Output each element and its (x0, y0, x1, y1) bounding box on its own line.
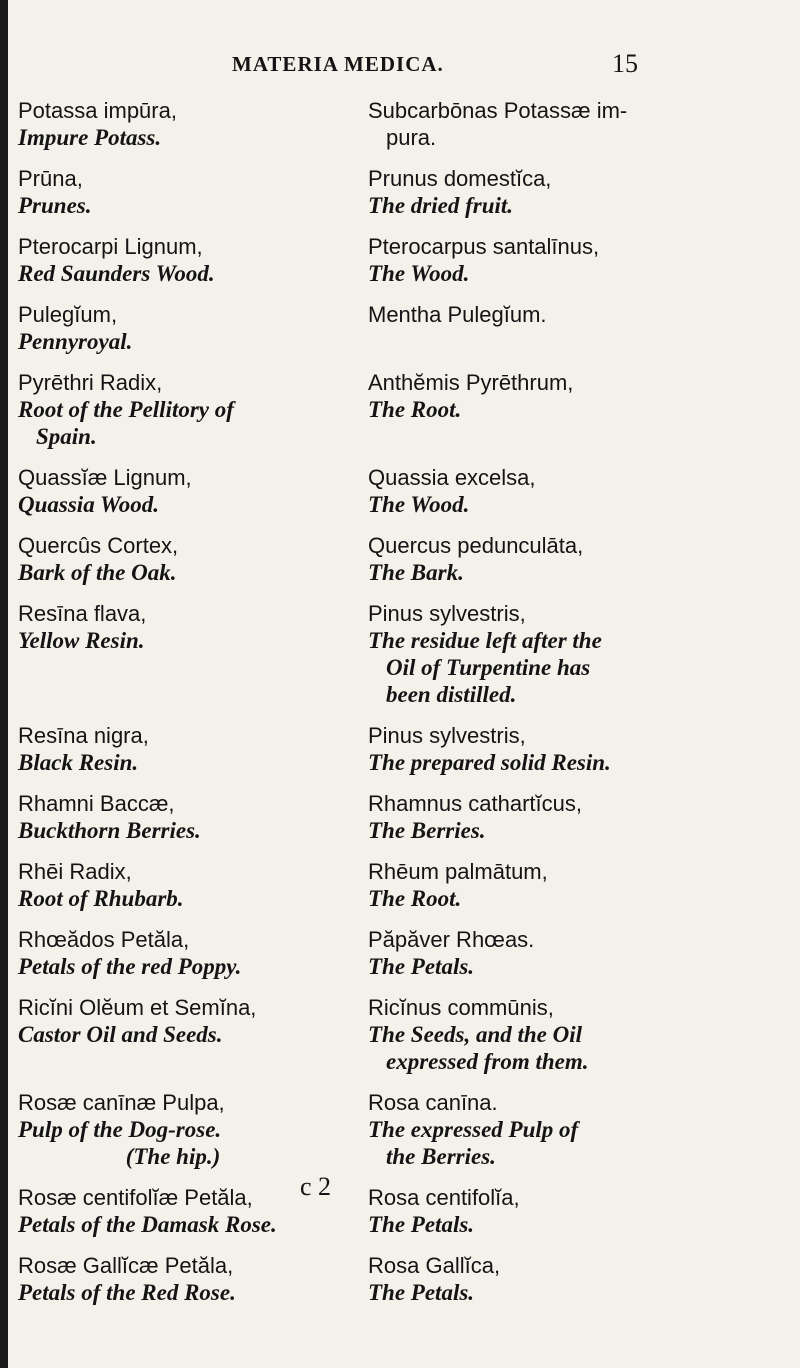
botanical-source-cell (368, 926, 788, 980)
signature-mark: c 2 (300, 1172, 332, 1201)
officinal-name-cell (18, 1252, 368, 1306)
english-name: The Petals. (368, 1212, 475, 1237)
officinal-name-cell (18, 790, 368, 844)
latin-name: Quercûs Cortex, (18, 533, 179, 558)
latin-name: Rhamni Baccæ, (18, 791, 175, 816)
latin-name: Resīna flava, (18, 601, 147, 626)
english-name: Pennyroyal. (18, 329, 133, 354)
botanical-source-cell (368, 301, 788, 355)
english-name: Prunes. (18, 193, 92, 218)
english-name: Root of Rhubarb. (18, 886, 184, 911)
latin-name: Rhēum palmātum, (368, 859, 548, 884)
latin-name: Ricĭni Olĕum et Semĭna, (18, 995, 257, 1020)
english-name: The prepared solid Resin. (368, 750, 611, 775)
latin-name: Rosa Gallĭca, (368, 1253, 501, 1278)
english-name: The Wood. (368, 261, 470, 286)
latin-name: Pinus sylvestris, (368, 723, 526, 748)
botanical-source-cell (368, 1089, 788, 1170)
officinal-name-cell (18, 301, 368, 355)
english-name: The dried fruit. (368, 193, 514, 218)
running-head-title: MATERIA MEDICA. (232, 52, 444, 76)
latin-name: Quassia excelsa, (368, 465, 536, 490)
entry-row (18, 97, 788, 151)
entry-row (18, 858, 788, 912)
officinal-name-cell (18, 233, 368, 287)
botanical-source-cell (368, 994, 788, 1075)
english-name: the Berries. (386, 1144, 496, 1169)
english-name: Petals of the red Poppy. (18, 954, 242, 979)
latin-name: Mentha Pulegĭum. (368, 302, 547, 327)
latin-name: Pinus sylvestris, (368, 601, 526, 626)
latin-name: Rosæ centifolĭæ Petăla, (18, 1185, 253, 1210)
latin-name: Anthĕmis Pyrēthrum, (368, 370, 574, 395)
english-name: Spain. (36, 424, 97, 449)
latin-name: Prūna, (18, 166, 83, 191)
materia-medica-table (18, 97, 788, 1320)
english-name: Root of the Pellitory of (18, 397, 234, 422)
latin-name: Pterocarpus santalīnus, (368, 234, 600, 259)
entry-row (18, 464, 788, 518)
entry-row (18, 1184, 788, 1238)
latin-name: Pulegĭum, (18, 302, 118, 327)
english-name: The Bark. (368, 560, 464, 585)
latin-name: Rhēi Radix, (18, 859, 132, 884)
latin-name: pura. (386, 125, 437, 150)
entry-row (18, 600, 788, 708)
officinal-name-cell (18, 926, 368, 980)
officinal-name-cell (18, 464, 368, 518)
latin-name: Quassĭæ Lignum, (18, 465, 192, 490)
english-name: Buckthorn Berries. (18, 818, 201, 843)
latin-name: Subcarbōnas Potassæ im- (368, 98, 628, 123)
latin-name: Resīna nigra, (18, 723, 149, 748)
officinal-name-cell (18, 532, 368, 586)
botanical-source-cell (368, 532, 788, 586)
botanical-source-cell (368, 790, 788, 844)
english-name: The residue left after the (368, 628, 602, 653)
latin-name: Pyrēthri Radix, (18, 370, 163, 395)
entry-row (18, 369, 788, 450)
english-name: The Seeds, and the Oil (368, 1022, 583, 1047)
english-name: The expressed Pulp of (368, 1117, 579, 1142)
latin-name: Quercus pedunculāta, (368, 533, 584, 558)
latin-name: Rhamnus cathartĭcus, (368, 791, 582, 816)
officinal-name-cell (18, 97, 368, 151)
latin-name: Rosæ Gallĭcæ Petăla, (18, 1253, 234, 1278)
english-name: Bark of the Oak. (18, 560, 177, 585)
latin-name: Potassa impūra, (18, 98, 177, 123)
botanical-source-cell (368, 1184, 788, 1238)
english-name: expressed from them. (386, 1049, 589, 1074)
officinal-name-cell (18, 722, 368, 776)
entry-row (18, 790, 788, 844)
entry-row (18, 233, 788, 287)
botanical-source-cell (368, 722, 788, 776)
english-name: Castor Oil and Seeds. (18, 1022, 223, 1047)
english-name: The Root. (368, 886, 462, 911)
english-name: Quassia Wood. (18, 492, 160, 517)
entry-row (18, 994, 788, 1075)
latin-name: Rosa canīna. (368, 1090, 498, 1115)
entry-row (18, 301, 788, 355)
entry-row (18, 532, 788, 586)
botanical-source-cell (368, 600, 788, 708)
latin-name: Rhœădos Petăla, (18, 927, 190, 952)
running-head (0, 49, 800, 82)
latin-name: Rosa centifolĭa, (368, 1185, 520, 1210)
entry-row (18, 926, 788, 980)
page-binding-edge (0, 0, 8, 1368)
botanical-source-cell (368, 1252, 788, 1306)
english-name: The Berries. (368, 818, 486, 843)
botanical-source-cell (368, 165, 788, 219)
english-name: Red Saunders Wood. (18, 261, 215, 286)
botanical-source-cell (368, 464, 788, 518)
officinal-name-cell (18, 1089, 368, 1170)
english-name: The Root. (368, 397, 462, 422)
english-name: The Wood. (368, 492, 470, 517)
entry-row (18, 1252, 788, 1306)
botanical-source-cell (368, 369, 788, 450)
officinal-name-cell (18, 165, 368, 219)
english-name: been distilled. (386, 682, 517, 707)
entry-row (18, 1089, 788, 1170)
officinal-name-cell (18, 994, 368, 1075)
english-name: Petals of the Red Rose. (18, 1280, 236, 1305)
entry-row (18, 722, 788, 776)
entry-row (18, 165, 788, 219)
page-number: 15 (612, 49, 638, 78)
english-name: Petals of the Damask Rose. (18, 1212, 277, 1237)
english-name: The Petals. (368, 954, 475, 979)
botanical-source-cell (368, 97, 788, 151)
english-name: Oil of Turpentine has (386, 655, 591, 680)
officinal-name-cell (18, 600, 368, 708)
latin-name: Păpăver Rhœas. (368, 927, 535, 952)
latin-name: Ricĭnus commūnis, (368, 995, 554, 1020)
officinal-name-cell (18, 369, 368, 450)
latin-name: Rosæ canīnæ Pulpa, (18, 1090, 225, 1115)
latin-name: Prunus domestĭca, (368, 166, 552, 191)
botanical-source-cell (368, 858, 788, 912)
english-name: (The hip.) (125, 1144, 221, 1169)
latin-name: Pterocarpi Lignum, (18, 234, 203, 259)
english-name: Black Resin. (18, 750, 139, 775)
english-name: The Petals. (368, 1280, 475, 1305)
english-name: Impure Potass. (18, 125, 162, 150)
english-name: Pulp of the Dog-rose. (18, 1117, 222, 1142)
english-name: Yellow Resin. (18, 628, 145, 653)
botanical-source-cell (368, 233, 788, 287)
officinal-name-cell (18, 858, 368, 912)
